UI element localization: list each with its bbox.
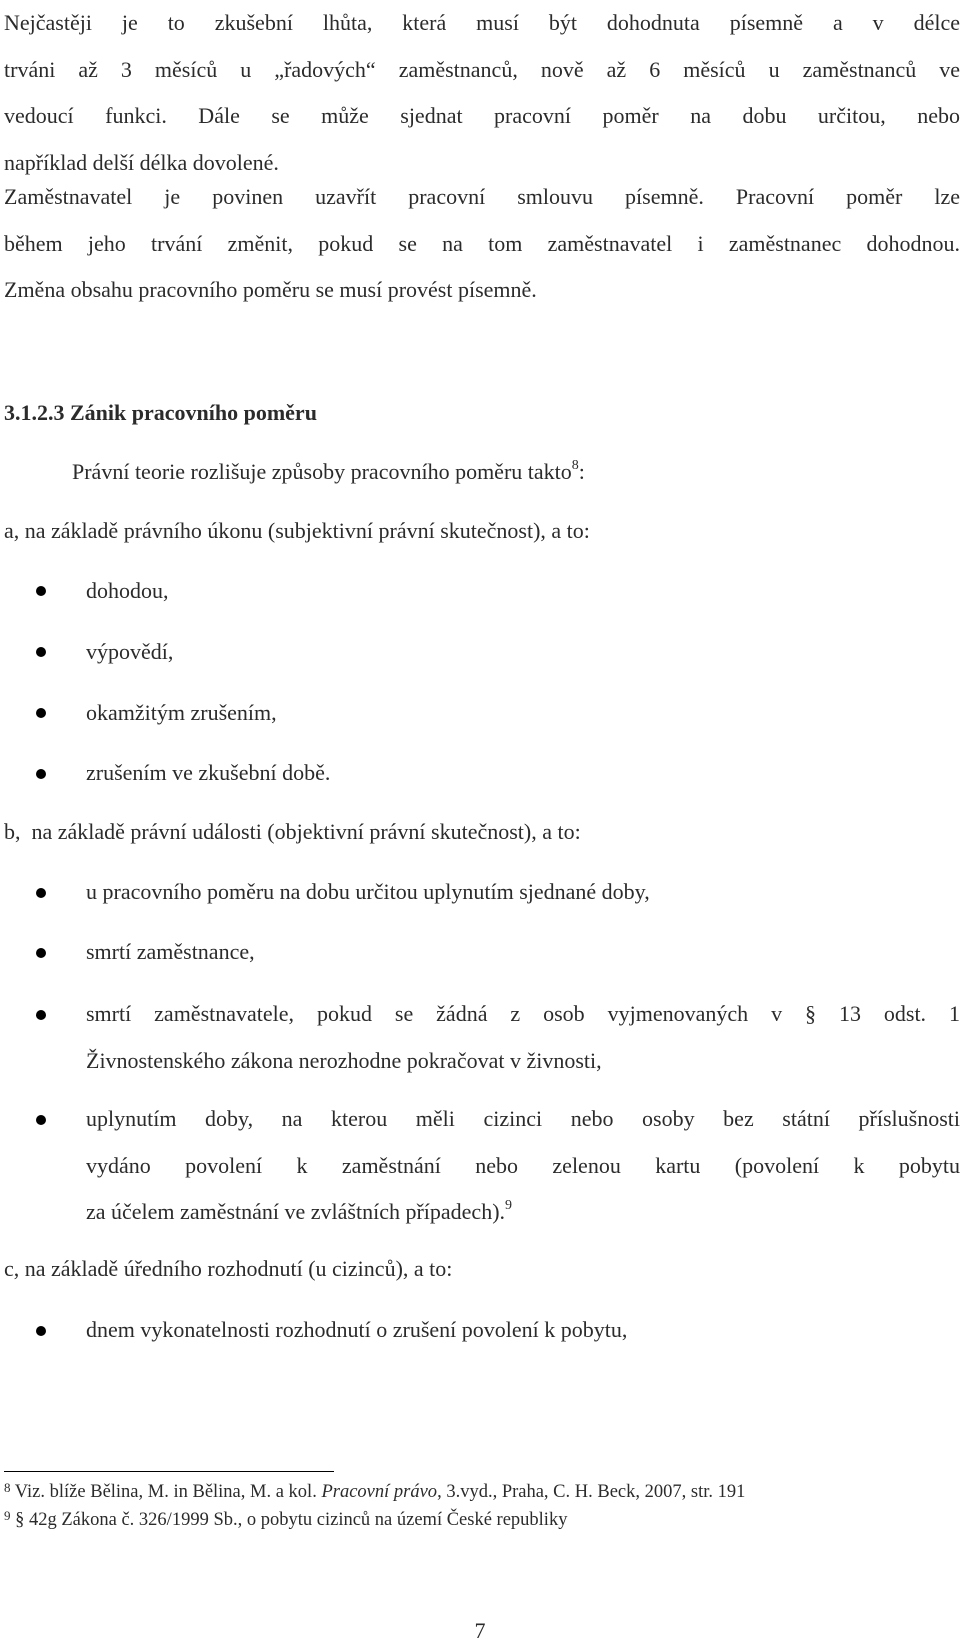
text-line: vedoucí funkci. Dále se může sjednat pracovní poměr na dobu určitou, nebo	[4, 103, 960, 128]
bullet-icon	[36, 1115, 46, 1125]
bullet-icon	[36, 1326, 46, 1336]
footnote-9	[4, 1508, 567, 1532]
footnote-number: 8	[4, 1480, 11, 1495]
text-line: uplynutím doby, na kterou měli cizinci nebo osoby bez státní příslušnosti	[86, 1106, 960, 1131]
footnote-8	[4, 1480, 745, 1504]
page-number: 7	[474, 1618, 486, 1643]
bullet-icon	[36, 948, 46, 958]
text-line: vydáno povolení k zaměstnání nebo zelenou kartu (povolení k pobytu	[86, 1152, 960, 1178]
section-sign-icon: §	[15, 1510, 25, 1530]
list-item-multiline	[86, 1096, 960, 1236]
text-line: Nejčastěji je to zkušební lhůta, která musí být dohodnuta písemně a v délce	[4, 10, 960, 35]
list-item: výpovědí,	[86, 639, 174, 664]
list-item: dohodou,	[86, 578, 169, 603]
footnote-ref-8: 8	[571, 458, 579, 473]
footnote-number: 9	[4, 1508, 11, 1523]
list-item: zrušením ve zkušební době.	[86, 760, 331, 785]
paragraph-probation	[4, 0, 960, 186]
text-line: Živnostenského zákona nerozhodne pokračovat v živnosti,	[86, 1047, 602, 1073]
section-heading: 3.1.2.3 Zánik pracovního poměru	[4, 400, 317, 425]
text-line: smrtí zaměstnavatele, pokud se žádná z osob vyjmenovaných v § 13 odst. 1	[86, 1001, 960, 1026]
bullet-icon	[36, 888, 46, 898]
footnote-text: Viz. blíže Bělina, M. in Bělina, M. a kol.	[14, 1482, 322, 1502]
text-line: za účelem zaměstnání ve zvláštních případech).	[86, 1199, 506, 1224]
bullet-icon	[36, 586, 46, 596]
list-item: smrtí zaměstnance,	[86, 939, 255, 964]
text-line-with-ref	[86, 1189, 960, 1236]
list-item: u pracovního poměru na dobu určitou uplynutím sjednané doby,	[86, 879, 650, 904]
group-c-label: c, na základě úředního rozhodnutí (u cizinců), a to:	[4, 1256, 453, 1281]
paragraph-contract	[4, 174, 960, 314]
list-item: dnem vykonatelnosti rozhodnutí o zrušení povolení k pobytu,	[86, 1317, 628, 1342]
bullet-icon	[36, 769, 46, 779]
text-line: trváni až 3 měsíců u „řadových“ zaměstnanců, nově až 6 měsíců u zaměstnanců ve	[4, 56, 960, 82]
footnote-text: , 3.vyd., Praha, C. H. Beck, 2007, str. 191	[437, 1482, 746, 1502]
section-intro	[72, 449, 585, 496]
footnote-divider	[4, 1471, 334, 1472]
list-item: okamžitým zrušením,	[86, 700, 277, 725]
bullet-icon	[36, 647, 46, 657]
group-b-label: b, na základě právní události (objektivní právní skutečnost), a to:	[4, 819, 581, 844]
footnote-text: 42g Zákona č. 326/1999 Sb., o pobytu cizinců na území České republiky	[24, 1510, 568, 1530]
bullet-icon	[36, 1010, 46, 1020]
list-item-multiline	[86, 991, 960, 1084]
text-line: Změna obsahu pracovního poměru se musí provést písemně.	[4, 277, 537, 302]
text-line: během jeho trvání změnit, pokud se na tom zaměstnavatel i zaměstnanec dohodnou.	[4, 230, 960, 256]
group-a-label: a, na základě právního úkonu (subjektivní právní skutečnost), a to:	[4, 518, 590, 543]
footnote-italic-title: Pracovní právo	[321, 1482, 438, 1502]
text-line: například delší délka dovolené.	[4, 149, 279, 175]
bullet-icon	[36, 708, 46, 718]
text-line: Zaměstnavatel je povinen uzavřít pracovní smlouvu písemně. Pracovní poměr lze	[4, 184, 960, 209]
intro-suffix: :	[578, 459, 585, 484]
footnote-ref-9: 9	[505, 1198, 513, 1213]
intro-text: Právní teorie rozlišuje způsoby pracovního poměru takto	[72, 459, 572, 484]
